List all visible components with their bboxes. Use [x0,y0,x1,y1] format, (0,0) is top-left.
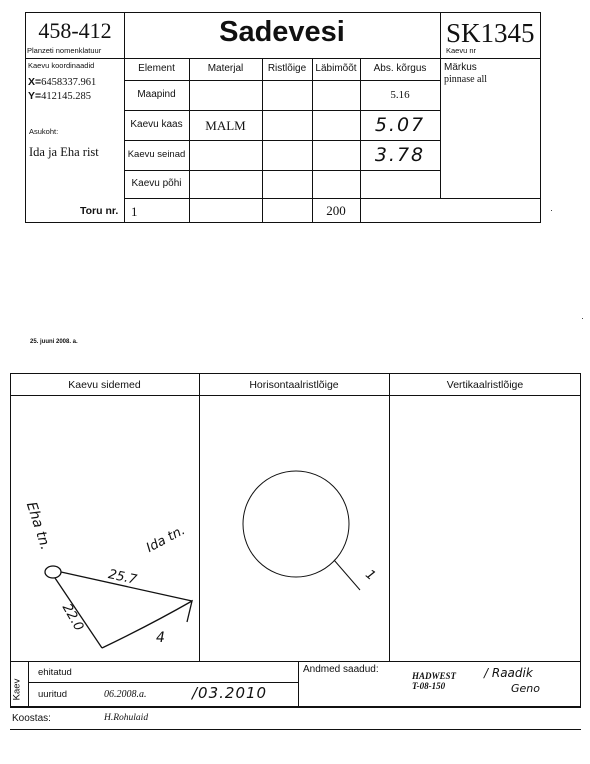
location-value: Ida ja Eha rist [29,145,99,159]
data-from-label: Andmed saadud: [303,664,379,675]
table-cell-element: Kaevu põhi [131,178,182,189]
surveyed-label: uuritud [38,689,68,700]
compiled-by: H.Rohulaid [104,713,149,723]
compiled-label: Koostas: [12,713,51,724]
sketch-label-street-top: Eha tn. [22,500,54,553]
sketch-circle-mark: 1 [362,567,379,584]
section-title-horizontal: Horisontaalristlõige [249,378,339,391]
pipe-number: 1 [131,204,138,219]
table-cell-elevation: 5.16 [390,88,410,101]
footer-divider [10,707,581,708]
footer-divider [28,682,298,683]
coordinate-y-value: 412145.285 [41,91,92,102]
data-reference: T-08-150 [412,681,446,691]
well-number: SK1345 [446,18,535,48]
coordinates-label: Kaevu koordinaadid [28,61,95,70]
page-title: Sadevesi [219,16,345,48]
map-code: 458-412 [38,18,112,43]
table-cell-element: Kaevu kaas [130,119,183,130]
table-header-elevation: Abs. kõrgus [373,63,427,74]
table-header-material: Materjal [207,63,244,74]
table-cell-elevation: 3.78 [374,143,426,166]
coordinate-y-label: Y= [28,90,42,102]
date-line: 25. juuni 2008. a. [30,339,78,345]
notes-label: Märkus [444,62,477,73]
table-header-diameter: Läbimõõt [315,63,357,74]
measure-line-4 [102,601,192,648]
horizontal-section-circle [243,471,349,577]
notes-value: pinnase all [444,74,488,85]
location-label: Asukoht: [29,127,59,136]
sketch-label-street-road: Ida tn. [143,523,188,556]
table-cell-element: Maapind [137,89,176,100]
table-cell-element: Kaevu seinad [127,149,186,161]
well-marker [45,566,61,578]
coordinate-x-label: X= [28,76,42,88]
table-header-element: Element [138,63,175,74]
footer-side-label: Kaev [11,678,23,701]
table-cell-material: MALM [205,117,246,133]
coordinate-x-value: 6458337.961 [41,77,97,88]
sketch-dimension-c: 4 [156,630,165,646]
pipe-diameter: 200 [326,203,346,218]
data-handwritten-name: / Raadik [484,666,533,680]
table-cell-elevation: 5.07 [374,113,426,136]
well-number-label: Kaevu nr [446,46,477,55]
section-title-vertical: Vertikaalristlõige [446,378,524,391]
surveyed-date-handwritten: /03.2010 [192,684,268,702]
section-title-connections: Kaevu sidemed [68,378,141,391]
pipe-label: Toru nr. [80,205,119,217]
table-header-section: Ristlõige [267,63,307,74]
built-label: ehitatud [38,667,72,678]
data-handwritten-signature: Geno [511,682,540,695]
footer-divider [10,729,581,730]
sketch-dimension-b: 22.0 [58,601,87,634]
footer-divider [28,661,29,707]
footer-divider [298,661,299,707]
sketch-dimension-a: 25.7 [106,567,139,588]
surveyed-date: 06.2008.a. [104,689,147,700]
circle-pointer [334,560,360,590]
data-source: HADWEST [412,671,457,681]
map-code-label: Planzeti nomenklatuur [27,46,102,55]
